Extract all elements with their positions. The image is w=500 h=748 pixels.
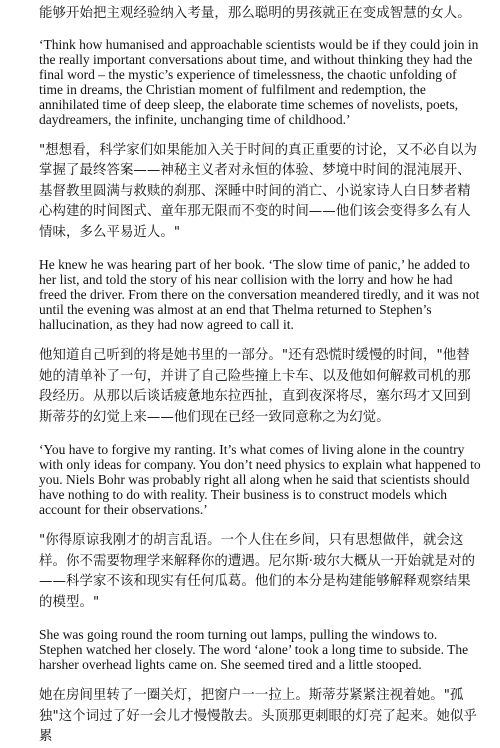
paragraph-zh-5: 她在房间里转了一圈关灯，把窗户一一拉上。斯蒂芬紧紧注视着她。"孤独"这个词过了好一会儿才慢慢散去。头顶那更刺眼的灯亮了起来。她似乎累 xyxy=(39,688,477,744)
paragraph-zh-1: 能够开始把主观经验纳入考量，那么聪明的男孩就正在变成智慧的女人。 xyxy=(39,6,471,21)
paragraph-en-4: She was going round the room turning out lamps, pulling the windows to. Stephen watched her closely. The word ‘alone’ took a long time to subside. The harsher overhead lights came on. She seemed tired and a little stooped. xyxy=(39,627,469,672)
paragraph-zh-4: "你得原谅我刚才的胡言乱语。一个人住在乡间，只有思想做伴，就会这样。你不需要物理学来解释你的遭遇。尼尔斯·玻尔大概从一开始就是对的——科学家不该和现实有任何瓜葛。他们的本分是构建能够解释观察结果的模型。" xyxy=(39,533,476,610)
paragraph-en-2: He knew he was hearing part of her book. ‘The slow time of panic,’ he added to her list, and told the story of his near collision with the lorry and how he had freed the driver. From there on the conversation meandered tiredly, and it was not until the evening was almost at an end that Thelma returned to Stephen’s hallucination, as they had now agreed to call it. xyxy=(39,257,480,332)
paragraph-zh-2: "想想看，科学家们如果能加入关于时间的真正重要的讨论，又不必自以为掌握了最终答案——神秘主义者对永恒的体验、梦境中时间的混沌展开、基督教里圆满与救赎的刹那、深睡中时间的消亡、小说家诗人白日梦者精心构建的时间图式、童年那无限而不变的时间——他们该会变得多么有人情味，多么平易近人。" xyxy=(39,142,477,240)
paragraph-zh-3: 他知道自己听到的将是她书里的一部分。"还有恐慌时缓慢的时间，"他替她的清单补了一句，并讲了自己险些撞上卡车、以及他如何解救司机的那段经历。从那以后谈话疲惫地东拉西扯，直到夜深将尽，塞尔玛才又回到斯蒂芬的幻觉上来——他们现在已经一致同意称之为幻觉。 xyxy=(39,348,471,425)
paragraph-en-1: ‘Think how humanised and approachable scientists would be if they could join in the really important conversations about time, and without thinking they had the final word – the mystic’s experience of timelessness, the chaotic unfolding of time in dreams, the Christian moment of fulfilment and redemption, the annihilated time of deep sleep, the elaborate time schemes of novelists, poets, daydreamers, the infinite, unchanging time of childhood.’ xyxy=(39,36,479,127)
paragraph-en-3: ‘You have to forgive my ranting. It’s what comes of living alone in the country with only ideas for company. You don’t need physics to explain what happened to you. Niels Bohr was probably right all along when he said that scientists should have nothing to do with reality. Their business is to construct models which account for their observations.’ xyxy=(39,442,481,517)
